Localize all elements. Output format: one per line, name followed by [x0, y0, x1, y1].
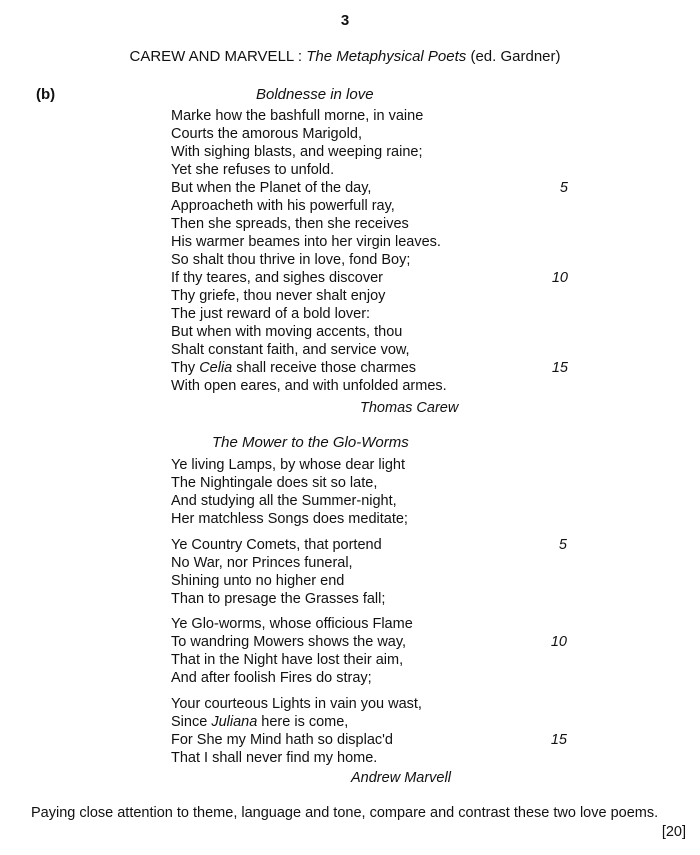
poem1-line: Shalt constant faith, and service vow,	[171, 342, 410, 358]
poem2-line: That I shall never find my home.	[171, 750, 378, 766]
poem1-line: Approacheth with his powerfull ray,	[171, 198, 395, 214]
poem1-line-number: 15	[551, 360, 568, 376]
poem1-line: His warmer beames into her virgin leaves.	[171, 234, 441, 250]
poem1-line: If thy teares, and sighes discover	[171, 270, 383, 286]
poem2-line: Her matchless Songs does meditate;	[171, 511, 408, 527]
poem2-line: Ye Glo-worms, whose officious Flame	[171, 616, 413, 632]
poem2-title: The Mower to the Glo-Worms	[212, 434, 409, 451]
poem2-line14-prefix: Since	[171, 714, 208, 730]
poem2-line14-name: Juliana	[211, 714, 258, 730]
poem1-line-number: 10	[551, 270, 568, 286]
poem2-line-number: 5	[558, 537, 567, 553]
poem1-line: But when with moving accents, thou	[171, 324, 403, 340]
poem2-line: And after foolish Fires do stray;	[171, 670, 372, 686]
poem2-line: Than to presage the Grasses fall;	[171, 591, 386, 607]
poem1-line: So shalt thou thrive in love, fond Boy;	[171, 252, 411, 268]
poem2-line: Ye living Lamps, by whose dear light	[171, 457, 406, 473]
poem1-line15-prefix: Thy	[171, 360, 196, 376]
poem1-title: Boldnesse in love	[256, 86, 374, 103]
poem2-line-number: 10	[550, 634, 567, 650]
poem2-line: Your courteous Lights in vain you wast,	[171, 696, 422, 712]
question-instruction: Paying close attention to theme, language and tone, compare and contrast these two love poems.	[31, 805, 659, 821]
poem2-line: No War, nor Princes funeral,	[171, 555, 353, 571]
marks-allocation: [20]	[661, 824, 686, 840]
poem1-line: The just reward of a bold lover:	[171, 306, 371, 322]
poem2-line: The Nightingale does sit so late,	[171, 475, 378, 491]
page-number: 3	[340, 12, 350, 29]
paper-header	[0, 48, 690, 65]
poem2-line: Shining unto no higher end	[171, 573, 345, 589]
poem1-line: But when the Planet of the day,	[171, 180, 372, 196]
poem1-line	[171, 360, 416, 376]
poem1-line: Then she spreads, then she receives	[171, 216, 409, 232]
poem2-author: Andrew Marvell	[351, 770, 451, 786]
poem1-line: With sighing blasts, and weeping raine;	[171, 144, 423, 160]
header-editor: (ed. Gardner)	[470, 48, 561, 65]
poem1-line-number: 5	[559, 180, 568, 196]
poem2-line: That in the Night have lost their aim,	[171, 652, 404, 668]
header-book-title: The Metaphysical Poets	[306, 48, 467, 65]
poem2-line14-rest: here is come,	[261, 714, 349, 730]
poem2-line-number: 15	[550, 732, 567, 748]
poem1-line: Courts the amorous Marigold,	[171, 126, 362, 142]
poem1-author: Thomas Carew	[360, 400, 459, 416]
question-label: (b)	[36, 86, 56, 103]
poem2-line: To wandring Mowers shows the way,	[171, 634, 407, 650]
poem1-line: Yet she refuses to unfold.	[171, 162, 335, 178]
poem1-line: With open eares, and with unfolded armes.	[171, 378, 447, 394]
poem1-line15-name: Celia	[199, 360, 233, 376]
poem2-line	[171, 714, 348, 730]
poem2-line: For She my Mind hath so displac'd	[171, 732, 393, 748]
poem1-line: Thy griefe, thou never shalt enjoy	[171, 288, 386, 304]
header-authors: CAREW AND MARVELL :	[129, 48, 303, 65]
poem2-line: And studying all the Summer-night,	[171, 493, 397, 509]
poem1-line: Marke how the bashfull morne, in vaine	[171, 108, 424, 124]
poem1-line15-rest: shall receive those charmes	[236, 360, 417, 376]
poem2-line: Ye Country Comets, that portend	[171, 537, 382, 553]
